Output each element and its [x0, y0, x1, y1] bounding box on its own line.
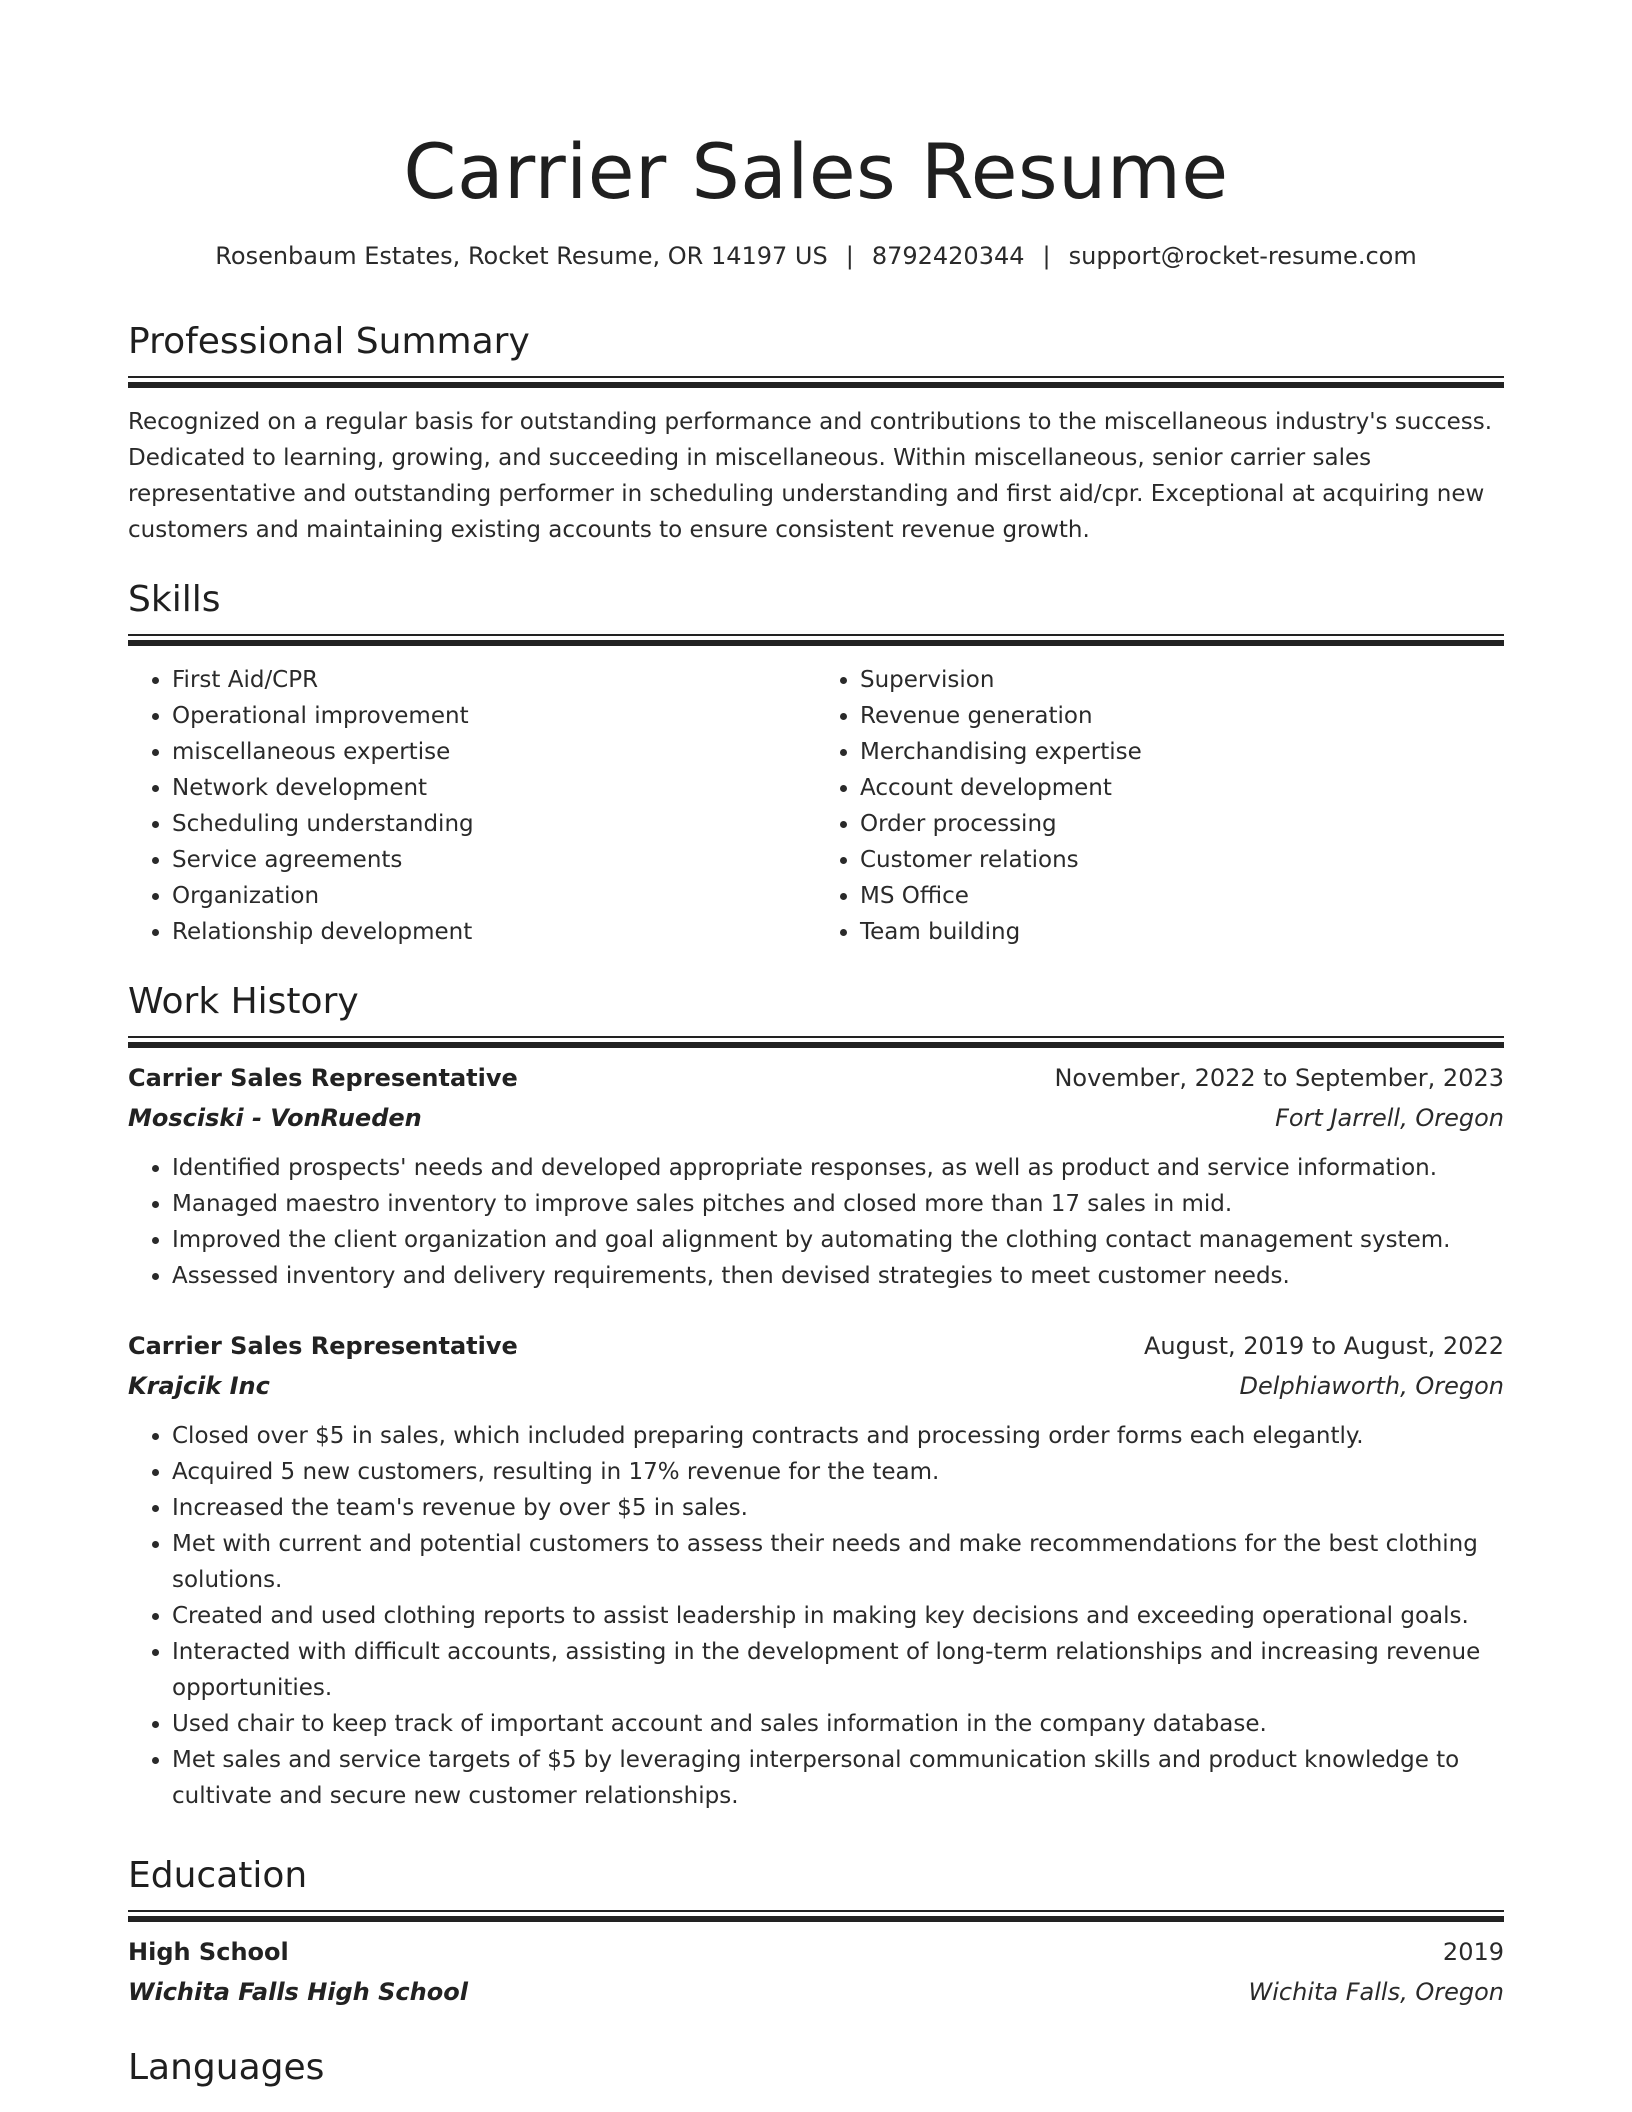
skill-item: • Scheduling understanding	[172, 806, 816, 842]
job-header-row	[128, 1326, 1504, 1366]
education-location: Wichita Falls, Oregon	[1248, 1978, 1504, 2006]
skill-item: • Order processing	[860, 806, 1504, 842]
section-divider	[128, 1036, 1504, 1050]
summary-text: Recognized on a regular basis for outstanding performance and contributions to the miscellaneous industry's success. Dedicated to learning, growing, and succeeding in miscellaneous. Within miscellaneous, senior carrier sales representative and outstanding performer in scheduling understanding and first aid/cpr. Exceptional at acquiring new customers and maintaining existing accounts to ensure consistent revenue growth.	[128, 409, 1493, 543]
job-bullet: • Met with current and potential customers to assess their needs and make recommendations for the best clothing solutions.	[172, 1526, 1504, 1598]
education-heading: Education	[128, 1855, 308, 1896]
education-header-row	[128, 1932, 1504, 1972]
skills-heading: Skills	[128, 579, 221, 620]
skills-grid	[128, 662, 1504, 950]
job-title: Carrier Sales Representative	[128, 1064, 518, 1092]
skill-item: • Relationship development	[172, 914, 816, 950]
job-bullet: • Closed over $5 in sales, which included preparing contracts and processing order forms each elegantly.	[172, 1418, 1504, 1454]
job-header-row	[128, 1058, 1504, 1098]
job-company: Krajcik Inc	[128, 1372, 270, 1400]
skill-item: • Customer relations	[860, 842, 1504, 878]
contact-separator: |	[845, 242, 854, 270]
skill-item: • MS Office	[860, 878, 1504, 914]
skill-item: • miscellaneous expertise	[172, 734, 816, 770]
skills-section	[128, 576, 1504, 950]
job-dates: November, 2022 to September, 2023	[1054, 1064, 1504, 1092]
job-bullet: • Managed maestro inventory to improve sales pitches and closed more than 17 sales in mid.	[172, 1186, 1504, 1222]
skill-item: • Organization	[172, 878, 816, 914]
job-location: Delphiaworth, Oregon	[1239, 1372, 1504, 1400]
job-title: Carrier Sales Representative	[128, 1332, 518, 1360]
job-bullet: • Created and used clothing reports to assist leadership in making key decisions and exceeding operational goals.	[172, 1598, 1504, 1634]
job-dates: August, 2019 to August, 2022	[1144, 1332, 1504, 1360]
resume-title: Carrier Sales Resume	[403, 127, 1229, 216]
contact-address: Rosenbaum Estates, Rocket Resume, OR 14197 US	[215, 242, 828, 270]
skills-list-right	[816, 662, 1504, 950]
job-company-row	[128, 1366, 1504, 1406]
job-bullet: • Used chair to keep track of important account and sales information in the company database.	[172, 1706, 1504, 1742]
job-bullet: • Increased the team's revenue by over $5 in sales.	[172, 1490, 1504, 1526]
skills-list-left	[128, 662, 816, 950]
skill-item: • Revenue generation	[860, 698, 1504, 734]
job-bullet: • Assessed inventory and delivery requirements, then devised strategies to meet customer needs.	[172, 1258, 1504, 1294]
job-bullets	[128, 1150, 1504, 1294]
skill-item: • Operational improvement	[172, 698, 816, 734]
work-section	[128, 978, 1504, 1814]
skill-item: • Network development	[172, 770, 816, 806]
job-bullets	[128, 1418, 1504, 1814]
summary-section	[128, 318, 1504, 548]
job-bullet: • Met sales and service targets of $5 by leveraging interpersonal communication skills and product knowledge to cultivate and secure new customer relationships.	[172, 1742, 1504, 1814]
skill-item: • Account development	[860, 770, 1504, 806]
skill-item: • Supervision	[860, 662, 1504, 698]
skill-item: • First Aid/CPR	[172, 662, 816, 698]
education-degree: High School	[128, 1938, 289, 1966]
skill-item: • Merchandising expertise	[860, 734, 1504, 770]
education-year: 2019	[1442, 1938, 1504, 1966]
job-bullet: • Interacted with difficult accounts, assisting in the development of long-term relationships and increasing revenue opportunities.	[172, 1634, 1504, 1706]
section-divider	[128, 376, 1504, 390]
skill-item: • Team building	[860, 914, 1504, 950]
job-location: Fort Jarrell, Oregon	[1275, 1104, 1504, 1132]
education-section	[128, 1852, 1504, 2012]
job-entry	[128, 1326, 1504, 1814]
work-heading: Work History	[128, 981, 359, 1022]
education-school: Wichita Falls High School	[128, 1978, 468, 2006]
job-company: Mosciski - VonRueden	[128, 1104, 422, 1132]
job-bullet: • Improved the client organization and goal alignment by automating the clothing contact management system.	[172, 1222, 1504, 1258]
job-entry	[128, 1058, 1504, 1294]
contact-email: support@rocket-resume.com	[1068, 242, 1417, 270]
summary-heading: Professional Summary	[128, 321, 530, 362]
section-divider	[128, 634, 1504, 648]
contact-separator: |	[1042, 242, 1051, 270]
section-divider	[128, 1910, 1504, 1924]
education-school-row	[128, 1972, 1504, 2012]
contact-line	[128, 238, 1504, 274]
contact-phone: 8792420344	[871, 242, 1025, 270]
job-company-row	[128, 1098, 1504, 1138]
languages-heading: Languages	[128, 2047, 325, 2088]
job-bullet: • Identified prospects' needs and developed appropriate responses, as well as product and service information.	[172, 1150, 1504, 1186]
skill-item: • Service agreements	[172, 842, 816, 878]
languages-section	[128, 2044, 1504, 2092]
job-bullet: • Acquired 5 new customers, resulting in 17% revenue for the team.	[172, 1454, 1504, 1490]
